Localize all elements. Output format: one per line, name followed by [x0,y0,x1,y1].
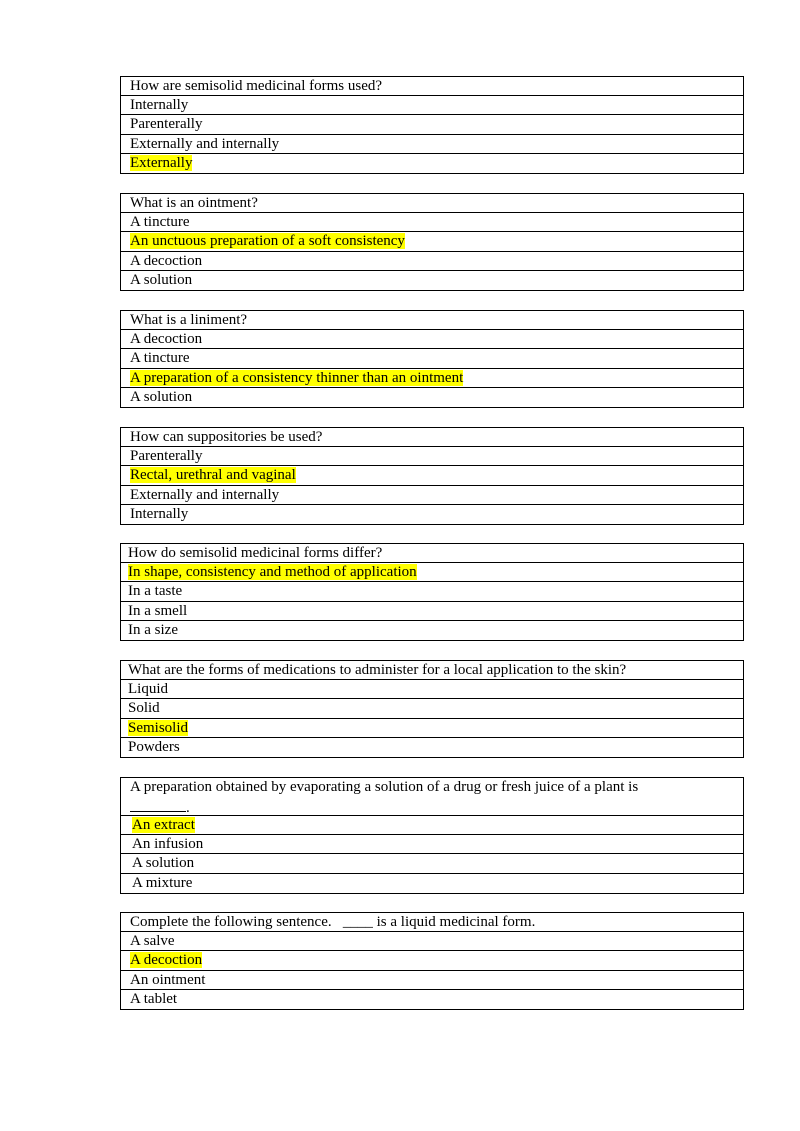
answer-option[interactable]: A tincture [121,349,743,368]
question-block [120,310,744,408]
question-text: Complete the following sentence. ____ is a liquid medicinal form. [121,913,743,932]
answer-option[interactable]: An infusion [121,835,743,854]
answer-option[interactable]: Externally and internally [121,486,743,505]
answer-highlight: Rectal, urethral and vaginal [130,467,296,484]
question-text: How are semisolid medicinal forms used? [121,77,743,96]
answer-option[interactable]: Externally and internally [121,135,743,154]
answer-option[interactable]: A solution [130,271,193,288]
answer-option-correct[interactable] [121,369,743,388]
answer-option-correct[interactable] [121,719,743,738]
answer-option[interactable]: A solution [121,854,743,873]
answer-option[interactable]: A tincture [121,213,743,232]
answer-option[interactable]: In a taste [121,582,743,601]
answer-option-correct[interactable] [121,816,743,835]
question-text: How do semisolid medicinal forms differ? [121,544,743,563]
answer-highlight: An unctuous preparation of a soft consistency [130,233,405,250]
question-text: What is a liniment? [121,311,743,330]
answer-option[interactable]: Internally [121,96,743,115]
question-block [120,543,744,641]
question-text: What are the forms of medications to administer for a local application to the skin? [121,661,743,680]
answer-option[interactable]: Solid [121,699,743,718]
answer-option[interactable]: In a size [128,621,178,638]
answer-highlight: Semisolid [128,719,189,736]
answer-option[interactable]: Powders [128,738,180,755]
answer-option[interactable]: A tablet [130,990,178,1007]
answer-option[interactable]: An ointment [121,971,743,990]
answer-option[interactable]: A salve [121,932,743,951]
answer-option[interactable]: Parenterally [121,115,743,134]
answer-option[interactable]: A solution [130,388,193,405]
answer-highlight: A decoction [130,952,203,969]
answer-option-correct[interactable] [121,466,743,485]
answer-option[interactable]: Internally [130,505,189,522]
question-block [120,777,744,894]
answer-option-correct[interactable] [121,232,743,251]
answer-option[interactable]: Liquid [121,680,743,699]
answer-blank [130,797,186,812]
answer-highlight: An extract [132,817,195,833]
question-text: What is an ointment? [121,194,743,213]
answer-option[interactable]: A decoction [121,330,743,349]
question-block [120,76,744,174]
answer-highlight: Externally [130,154,193,171]
answer-option-correct[interactable] [121,951,743,970]
question-block [120,427,744,525]
answer-highlight: A preparation of a consistency thinner than an ointment [130,369,464,386]
answer-option[interactable]: Parenterally [121,447,743,466]
question-block [120,193,744,291]
answer-option[interactable]: A mixture [132,874,193,891]
question-text: A preparation obtained by evaporating a solution of a drug or fresh juice of a plant is . [121,778,743,816]
answer-highlight: In shape, consistency and method of application [128,564,417,581]
answer-option-correct[interactable] [121,563,743,582]
question-text: How can suppositories be used? [121,428,743,447]
question-block [120,660,744,758]
answer-option[interactable]: In a smell [121,602,743,621]
answer-option[interactable]: A decoction [121,252,743,271]
answer-option-correct[interactable] [121,154,743,173]
question-block [120,912,744,1010]
